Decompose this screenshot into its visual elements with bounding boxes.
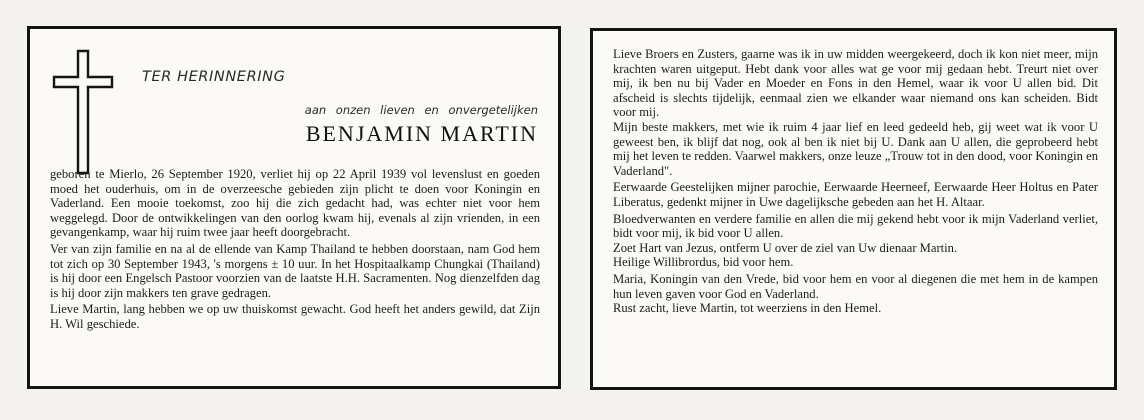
right-paragraph-8: Rust zacht, lieve Martin, tot weerziens in den Hemel. xyxy=(613,301,882,316)
right-paragraph-1: Lieve Broers en Zusters, gaarne was ik in uw midden weergekeerd, doch ik kon niet meer, mijn krachten waren uitgeput. Hebt dank voor alles wat ge voor mij gedaan hebt. Treurt niet over mij, ik ben nu bij Vader en Moeder en Fons in den Hemel, waar ik voor U allen bid. Dit afscheid is slechts tijdelijk, eenmaal zien we elkander waar niemand ons kan scheiden. Bidt voor mij. xyxy=(613,47,1098,120)
right-paragraph-5: Zoet Hart van Jezus, ontferm U over de ziel van Uw dienaar Martin. xyxy=(613,240,958,255)
right-body-text xyxy=(613,47,1098,316)
right-memorial-card xyxy=(590,28,1117,390)
right-paragraph-2: Mijn beste makkers, met wie ik ruim 4 jaar lief en leed gedeeld heb, gij weet wat ik voor U geweest ben, ik blijf dat nog, ook al ben ik niet bij U. Dank aan U allen, die geprobeerd hebt mij het leven te redden. Vaarwel makkers, onze leuze „Trouw tot in den dood, voor Koningin en Vaderland". xyxy=(613,119,1098,178)
left-body-text xyxy=(50,167,540,332)
right-paragraph-6: Heilige Willibrordus, bid voor hem. xyxy=(613,255,794,270)
cross-icon xyxy=(52,49,114,175)
dedication-line: aan onzen lieven en onvergetelijken xyxy=(304,103,538,117)
right-paragraph-3: Eerwaarde Geestelijken mijner parochie, Eerwaarde Heerneef, Eerwaarde Heer Holtus en Pater Liberatus, gedenkt mijner in Uwe dagelijksche gebeden aan het H. Altaar. xyxy=(613,180,1098,209)
left-paragraph-3: Lieve Martin, lang hebben we op uw thuiskomst gewacht. God heeft het anders gewild, dat Zijn H. Wil geschiede. xyxy=(50,302,540,331)
heading-ter-herinnering: TER HERINNERING xyxy=(142,69,286,85)
right-paragraph-4: Bloedverwanten en verdere familie en allen die mij gekend hebt voor ik mijn Vaderland verliet, bidt voor mij, ik bid voor U allen. xyxy=(613,211,1098,241)
left-paragraph-1: geboren te Mierlo, 26 September 1920, verliet hij op 22 April 1939 vol levenslust en goeden moed het ouderhuis, om in de overzeesche gebieden zijn plicht te doen voor Koningin en Vaderland. Een mooie toekomst, zoo hij die zich gedacht had, was echter niet voor hem weggelegd. Door de ontwikkelingen van den oorlog kwam hij, evenals al zijn vrienden, in een gevangenkamp, waar hij ruim twee jaar heeft doorgebracht. xyxy=(50,167,540,240)
left-memorial-card xyxy=(27,26,561,389)
right-paragraph-7: Maria, Koningin van den Vrede, bid voor hem en voor al diegenen die met hem in de kampen hun leven gaven voor God en Vaderland. xyxy=(613,271,1098,301)
left-paragraph-2: Ver van zijn familie en na al de ellende van Kamp Thailand te hebben doorstaan, nam God hem tot zich op 30 September 1943, 's morgens ± 10 uur. In het Hospitaalkamp Chungkai (Thailand) is hij door een Engelsch Pastoor voorzien van de laatste H.H. Sacramenten. Nog dienzelfden dag is hij door zijn makkers ten grave gedragen. xyxy=(50,241,540,300)
deceased-name: BENJAMIN MARTIN xyxy=(305,121,538,146)
